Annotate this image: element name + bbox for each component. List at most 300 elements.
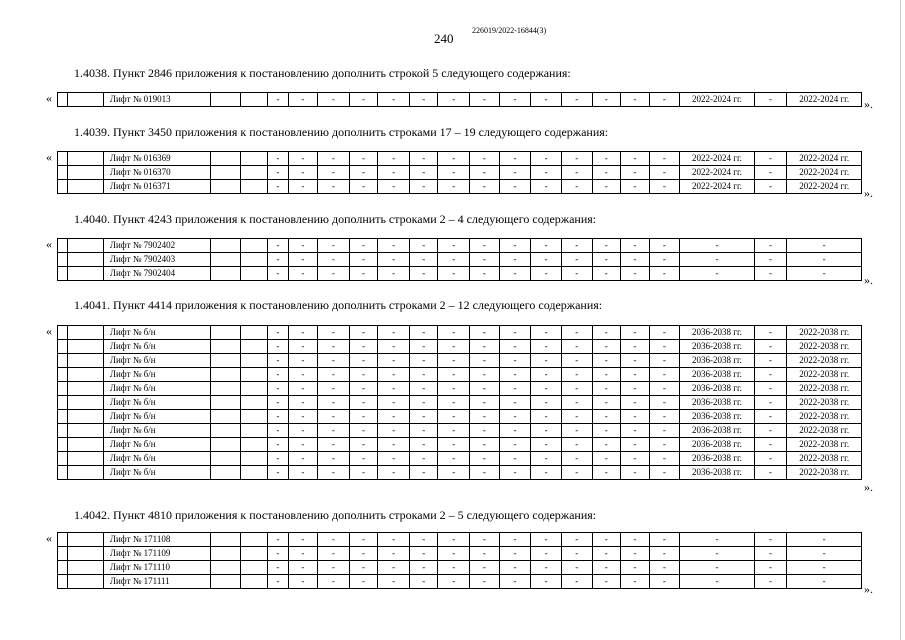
dash-cell: - bbox=[499, 253, 531, 267]
dash-cell: - bbox=[621, 396, 650, 410]
table-cell bbox=[68, 561, 104, 575]
dash-cell: - bbox=[561, 93, 592, 107]
dash-cell: - bbox=[438, 424, 470, 438]
middle-cell: - bbox=[754, 452, 787, 466]
table-row bbox=[58, 93, 862, 107]
dash-cell: - bbox=[649, 424, 680, 438]
period-cell: 2022-2024 гг. bbox=[787, 152, 862, 166]
dash-cell: - bbox=[409, 452, 438, 466]
middle-cell: - bbox=[754, 152, 787, 166]
table-row bbox=[58, 438, 862, 452]
table-cell bbox=[211, 561, 241, 575]
table-cell bbox=[68, 466, 104, 480]
opening-quote: « bbox=[46, 531, 52, 545]
dash-cell: - bbox=[349, 561, 378, 575]
dash-cell: - bbox=[649, 438, 680, 452]
dash-cell: - bbox=[621, 239, 650, 253]
dash-cell: - bbox=[268, 368, 288, 382]
table-cell bbox=[68, 452, 104, 466]
dash-cell: - bbox=[592, 575, 621, 589]
dash-cell: - bbox=[621, 267, 650, 281]
section-heading: 1.4042. Пункт 4810 приложения к постановлению дополнить строками 2 – 5 следующего содержания: bbox=[74, 508, 597, 522]
dash-cell: - bbox=[318, 180, 350, 194]
table-cell bbox=[68, 93, 104, 107]
period-cell: 2022-2038 гг. bbox=[787, 326, 862, 340]
dash-cell: - bbox=[592, 354, 621, 368]
table-cell bbox=[68, 424, 104, 438]
dash-cell: - bbox=[531, 396, 562, 410]
dash-cell: - bbox=[288, 166, 318, 180]
table-cell bbox=[68, 166, 104, 180]
dash-cell: - bbox=[649, 561, 680, 575]
middle-cell: - bbox=[754, 382, 787, 396]
dash-cell: - bbox=[349, 253, 378, 267]
table-cell bbox=[68, 340, 104, 354]
dash-cell: - bbox=[438, 561, 470, 575]
table-cell bbox=[58, 354, 68, 368]
dash-cell: - bbox=[561, 424, 592, 438]
period-cell: - bbox=[787, 253, 862, 267]
dash-cell: - bbox=[470, 410, 500, 424]
dash-cell: - bbox=[592, 547, 621, 561]
dash-cell: - bbox=[409, 180, 438, 194]
table-cell bbox=[240, 382, 268, 396]
section-heading: 1.4040. Пункт 4243 приложения к постановлению дополнить строками 2 – 4 следующего содержания: bbox=[74, 212, 597, 226]
table-cell bbox=[211, 382, 241, 396]
dash-cell: - bbox=[409, 93, 438, 107]
table-row bbox=[58, 575, 862, 589]
dash-cell: - bbox=[409, 561, 438, 575]
table-cell bbox=[240, 253, 268, 267]
dash-cell: - bbox=[561, 267, 592, 281]
table-row bbox=[58, 253, 862, 267]
period-cell: - bbox=[680, 267, 754, 281]
period-cell: 2022-2038 гг. bbox=[787, 466, 862, 480]
dash-cell: - bbox=[438, 180, 470, 194]
elevator-name-cell: Лифт № б/н bbox=[103, 396, 210, 410]
dash-cell: - bbox=[349, 533, 378, 547]
period-cell: 2022-2038 гг. bbox=[787, 396, 862, 410]
middle-cell: - bbox=[754, 424, 787, 438]
dash-cell: - bbox=[621, 382, 650, 396]
dash-cell: - bbox=[592, 267, 621, 281]
dash-cell: - bbox=[349, 466, 378, 480]
dash-cell: - bbox=[318, 533, 350, 547]
dash-cell: - bbox=[470, 396, 500, 410]
dash-cell: - bbox=[592, 410, 621, 424]
dash-cell: - bbox=[349, 267, 378, 281]
elevator-name-cell: Лифт № б/н bbox=[103, 382, 210, 396]
table-row bbox=[58, 326, 862, 340]
dash-cell: - bbox=[288, 253, 318, 267]
section-table bbox=[57, 238, 862, 281]
dash-cell: - bbox=[268, 533, 288, 547]
dash-cell: - bbox=[470, 547, 500, 561]
section-table bbox=[57, 92, 862, 107]
dash-cell: - bbox=[531, 410, 562, 424]
dash-cell: - bbox=[470, 368, 500, 382]
dash-cell: - bbox=[349, 547, 378, 561]
table-cell bbox=[211, 424, 241, 438]
table-cell bbox=[58, 267, 68, 281]
table-cell bbox=[211, 452, 241, 466]
dash-cell: - bbox=[318, 438, 350, 452]
dash-cell: - bbox=[470, 575, 500, 589]
dash-cell: - bbox=[592, 166, 621, 180]
table-row bbox=[58, 368, 862, 382]
dash-cell: - bbox=[470, 354, 500, 368]
middle-cell: - bbox=[754, 547, 787, 561]
elevator-name-cell: Лифт № б/н bbox=[103, 424, 210, 438]
dash-cell: - bbox=[288, 93, 318, 107]
dash-cell: - bbox=[409, 410, 438, 424]
middle-cell: - bbox=[754, 396, 787, 410]
dash-cell: - bbox=[349, 152, 378, 166]
dash-cell: - bbox=[378, 239, 410, 253]
closing-quote: ». bbox=[864, 582, 873, 596]
table-row bbox=[58, 340, 862, 354]
table-cell bbox=[68, 152, 104, 166]
period-cell: 2022-2038 гг. bbox=[787, 354, 862, 368]
dash-cell: - bbox=[531, 533, 562, 547]
middle-cell: - bbox=[754, 466, 787, 480]
table-cell bbox=[58, 452, 68, 466]
dash-cell: - bbox=[649, 368, 680, 382]
elevator-name-cell: Лифт № 171108 bbox=[103, 533, 210, 547]
period-cell: 2036-2038 гг. bbox=[680, 382, 754, 396]
dash-cell: - bbox=[561, 354, 592, 368]
table-cell bbox=[211, 166, 241, 180]
dash-cell: - bbox=[349, 93, 378, 107]
table-cell bbox=[58, 166, 68, 180]
period-cell: 2022-2038 гг. bbox=[787, 438, 862, 452]
dash-cell: - bbox=[531, 180, 562, 194]
dash-cell: - bbox=[318, 466, 350, 480]
dash-cell: - bbox=[318, 152, 350, 166]
period-cell: 2022-2024 гг. bbox=[680, 166, 754, 180]
table-cell bbox=[58, 368, 68, 382]
table-cell bbox=[58, 561, 68, 575]
dash-cell: - bbox=[561, 180, 592, 194]
table-cell bbox=[240, 561, 268, 575]
period-cell: - bbox=[680, 561, 754, 575]
dash-cell: - bbox=[378, 93, 410, 107]
dash-cell: - bbox=[268, 561, 288, 575]
dash-cell: - bbox=[378, 466, 410, 480]
section-heading: 1.4039. Пункт 3450 приложения к постановлению дополнить строками 17 – 19 следующего содержания: bbox=[74, 125, 609, 139]
dash-cell: - bbox=[438, 533, 470, 547]
dash-cell: - bbox=[349, 368, 378, 382]
period-cell: - bbox=[680, 253, 754, 267]
dash-cell: - bbox=[621, 253, 650, 267]
dash-cell: - bbox=[318, 575, 350, 589]
table-cell bbox=[211, 326, 241, 340]
table-cell bbox=[211, 354, 241, 368]
dash-cell: - bbox=[438, 452, 470, 466]
dash-cell: - bbox=[649, 239, 680, 253]
table-cell bbox=[211, 267, 241, 281]
dash-cell: - bbox=[592, 382, 621, 396]
dash-cell: - bbox=[378, 267, 410, 281]
middle-cell: - bbox=[754, 239, 787, 253]
dash-cell: - bbox=[438, 396, 470, 410]
dash-cell: - bbox=[531, 267, 562, 281]
table-cell bbox=[240, 410, 268, 424]
dash-cell: - bbox=[561, 152, 592, 166]
dash-cell: - bbox=[621, 93, 650, 107]
elevator-name-cell: Лифт № б/н bbox=[103, 466, 210, 480]
elevator-name-cell: Лифт № б/н bbox=[103, 368, 210, 382]
dash-cell: - bbox=[470, 466, 500, 480]
table-cell bbox=[211, 239, 241, 253]
dash-cell: - bbox=[592, 396, 621, 410]
dash-cell: - bbox=[649, 253, 680, 267]
middle-cell: - bbox=[754, 354, 787, 368]
dash-cell: - bbox=[592, 424, 621, 438]
table-cell bbox=[211, 466, 241, 480]
dash-cell: - bbox=[470, 267, 500, 281]
closing-quote: ». bbox=[864, 97, 873, 111]
table-cell bbox=[68, 547, 104, 561]
dash-cell: - bbox=[378, 253, 410, 267]
dash-cell: - bbox=[499, 396, 531, 410]
table-cell bbox=[68, 575, 104, 589]
dash-cell: - bbox=[561, 533, 592, 547]
middle-cell: - bbox=[754, 253, 787, 267]
dash-cell: - bbox=[318, 382, 350, 396]
dash-cell: - bbox=[288, 575, 318, 589]
dash-cell: - bbox=[649, 396, 680, 410]
table-cell bbox=[211, 340, 241, 354]
table-cell bbox=[240, 438, 268, 452]
dash-cell: - bbox=[318, 561, 350, 575]
dash-cell: - bbox=[621, 166, 650, 180]
dash-cell: - bbox=[409, 438, 438, 452]
dash-cell: - bbox=[649, 326, 680, 340]
dash-cell: - bbox=[378, 424, 410, 438]
elevator-name-cell: Лифт № 016371 bbox=[103, 180, 210, 194]
table-cell bbox=[58, 340, 68, 354]
dash-cell: - bbox=[318, 396, 350, 410]
dash-cell: - bbox=[470, 326, 500, 340]
section-heading: 1.4041. Пункт 4414 приложения к постановлению дополнить строками 2 – 12 следующего содержания: bbox=[74, 298, 603, 312]
dash-cell: - bbox=[268, 180, 288, 194]
dash-cell: - bbox=[378, 368, 410, 382]
dash-cell: - bbox=[561, 253, 592, 267]
dash-cell: - bbox=[470, 253, 500, 267]
dash-cell: - bbox=[561, 575, 592, 589]
dash-cell: - bbox=[268, 452, 288, 466]
dash-cell: - bbox=[288, 152, 318, 166]
dash-cell: - bbox=[592, 326, 621, 340]
dash-cell: - bbox=[592, 368, 621, 382]
dash-cell: - bbox=[621, 410, 650, 424]
period-cell: 2022-2038 гг. bbox=[787, 340, 862, 354]
dash-cell: - bbox=[268, 466, 288, 480]
dash-cell: - bbox=[561, 326, 592, 340]
table-cell bbox=[240, 547, 268, 561]
dash-cell: - bbox=[409, 424, 438, 438]
elevator-name-cell: Лифт № 019013 bbox=[103, 93, 210, 107]
period-cell: - bbox=[787, 547, 862, 561]
dash-cell: - bbox=[561, 368, 592, 382]
middle-cell: - bbox=[754, 267, 787, 281]
dash-cell: - bbox=[349, 575, 378, 589]
dash-cell: - bbox=[561, 166, 592, 180]
dash-cell: - bbox=[378, 166, 410, 180]
table-row bbox=[58, 152, 862, 166]
dash-cell: - bbox=[438, 267, 470, 281]
dash-cell: - bbox=[288, 452, 318, 466]
dash-cell: - bbox=[649, 267, 680, 281]
dash-cell: - bbox=[499, 340, 531, 354]
dash-cell: - bbox=[268, 575, 288, 589]
table-cell bbox=[68, 533, 104, 547]
dash-cell: - bbox=[438, 410, 470, 424]
dash-cell: - bbox=[470, 239, 500, 253]
dash-cell: - bbox=[470, 561, 500, 575]
period-cell: 2022-2024 гг. bbox=[680, 93, 754, 107]
dash-cell: - bbox=[268, 340, 288, 354]
dash-cell: - bbox=[470, 93, 500, 107]
dash-cell: - bbox=[499, 326, 531, 340]
table-row bbox=[58, 267, 862, 281]
dash-cell: - bbox=[268, 152, 288, 166]
dash-cell: - bbox=[288, 410, 318, 424]
table-cell bbox=[211, 152, 241, 166]
dash-cell: - bbox=[378, 533, 410, 547]
period-cell: 2022-2038 гг. bbox=[787, 410, 862, 424]
table-cell bbox=[68, 410, 104, 424]
period-cell: - bbox=[680, 239, 754, 253]
dash-cell: - bbox=[592, 93, 621, 107]
dash-cell: - bbox=[531, 152, 562, 166]
dash-cell: - bbox=[531, 452, 562, 466]
period-cell: 2022-2038 гг. bbox=[787, 382, 862, 396]
period-cell: 2036-2038 гг. bbox=[680, 424, 754, 438]
table-cell bbox=[58, 152, 68, 166]
dash-cell: - bbox=[438, 368, 470, 382]
table-cell bbox=[240, 340, 268, 354]
table-cell bbox=[68, 382, 104, 396]
dash-cell: - bbox=[409, 466, 438, 480]
dash-cell: - bbox=[438, 340, 470, 354]
dash-cell: - bbox=[268, 253, 288, 267]
dash-cell: - bbox=[268, 93, 288, 107]
dash-cell: - bbox=[268, 382, 288, 396]
dash-cell: - bbox=[499, 382, 531, 396]
dash-cell: - bbox=[470, 180, 500, 194]
dash-cell: - bbox=[438, 152, 470, 166]
table-row bbox=[58, 424, 862, 438]
elevator-name-cell: Лифт № 171111 bbox=[103, 575, 210, 589]
dash-cell: - bbox=[378, 340, 410, 354]
dash-cell: - bbox=[409, 152, 438, 166]
dash-cell: - bbox=[621, 340, 650, 354]
dash-cell: - bbox=[621, 424, 650, 438]
dash-cell: - bbox=[531, 166, 562, 180]
table-row bbox=[58, 166, 862, 180]
dash-cell: - bbox=[288, 561, 318, 575]
table-cell bbox=[68, 326, 104, 340]
period-cell: - bbox=[680, 533, 754, 547]
dash-cell: - bbox=[409, 547, 438, 561]
elevator-name-cell: Лифт № б/н bbox=[103, 340, 210, 354]
page-edge-line bbox=[900, 0, 901, 640]
table-cell bbox=[211, 575, 241, 589]
dash-cell: - bbox=[438, 93, 470, 107]
dash-cell: - bbox=[268, 166, 288, 180]
dash-cell: - bbox=[318, 354, 350, 368]
dash-cell: - bbox=[649, 340, 680, 354]
period-cell: 2036-2038 гг. bbox=[680, 410, 754, 424]
table-row bbox=[58, 410, 862, 424]
closing-quote: ». bbox=[864, 480, 873, 494]
dash-cell: - bbox=[288, 466, 318, 480]
dash-cell: - bbox=[499, 368, 531, 382]
table-cell bbox=[211, 533, 241, 547]
dash-cell: - bbox=[531, 326, 562, 340]
elevator-name-cell: Лифт № 171110 bbox=[103, 561, 210, 575]
dash-cell: - bbox=[649, 410, 680, 424]
dash-cell: - bbox=[621, 466, 650, 480]
table-cell bbox=[58, 424, 68, 438]
dash-cell: - bbox=[318, 239, 350, 253]
dash-cell: - bbox=[531, 547, 562, 561]
dash-cell: - bbox=[288, 267, 318, 281]
dash-cell: - bbox=[378, 575, 410, 589]
dash-cell: - bbox=[288, 354, 318, 368]
dash-cell: - bbox=[621, 533, 650, 547]
section-heading: 1.4038. Пункт 2846 приложения к постановлению дополнить строкой 5 следующего содержания: bbox=[74, 66, 571, 80]
dash-cell: - bbox=[649, 547, 680, 561]
dash-cell: - bbox=[268, 424, 288, 438]
table-cell bbox=[240, 368, 268, 382]
dash-cell: - bbox=[288, 368, 318, 382]
dash-cell: - bbox=[499, 354, 531, 368]
period-cell: 2022-2024 гг. bbox=[680, 152, 754, 166]
dash-cell: - bbox=[409, 354, 438, 368]
table-cell bbox=[68, 438, 104, 452]
elevator-name-cell: Лифт № 7902403 bbox=[103, 253, 210, 267]
dash-cell: - bbox=[592, 152, 621, 166]
dash-cell: - bbox=[621, 547, 650, 561]
dash-cell: - bbox=[438, 547, 470, 561]
dash-cell: - bbox=[499, 438, 531, 452]
dash-cell: - bbox=[621, 438, 650, 452]
dash-cell: - bbox=[561, 561, 592, 575]
table-cell bbox=[58, 382, 68, 396]
period-cell: 2036-2038 гг. bbox=[680, 438, 754, 452]
dash-cell: - bbox=[268, 326, 288, 340]
table-cell bbox=[240, 239, 268, 253]
dash-cell: - bbox=[409, 382, 438, 396]
table-cell bbox=[211, 180, 241, 194]
dash-cell: - bbox=[499, 239, 531, 253]
middle-cell: - bbox=[754, 180, 787, 194]
dash-cell: - bbox=[592, 561, 621, 575]
page-number: 240 bbox=[434, 31, 454, 46]
period-cell: - bbox=[787, 267, 862, 281]
dash-cell: - bbox=[649, 466, 680, 480]
dash-cell: - bbox=[288, 382, 318, 396]
dash-cell: - bbox=[349, 410, 378, 424]
table-cell bbox=[240, 152, 268, 166]
table-cell bbox=[240, 424, 268, 438]
dash-cell: - bbox=[470, 424, 500, 438]
dash-cell: - bbox=[349, 424, 378, 438]
table-cell bbox=[68, 354, 104, 368]
